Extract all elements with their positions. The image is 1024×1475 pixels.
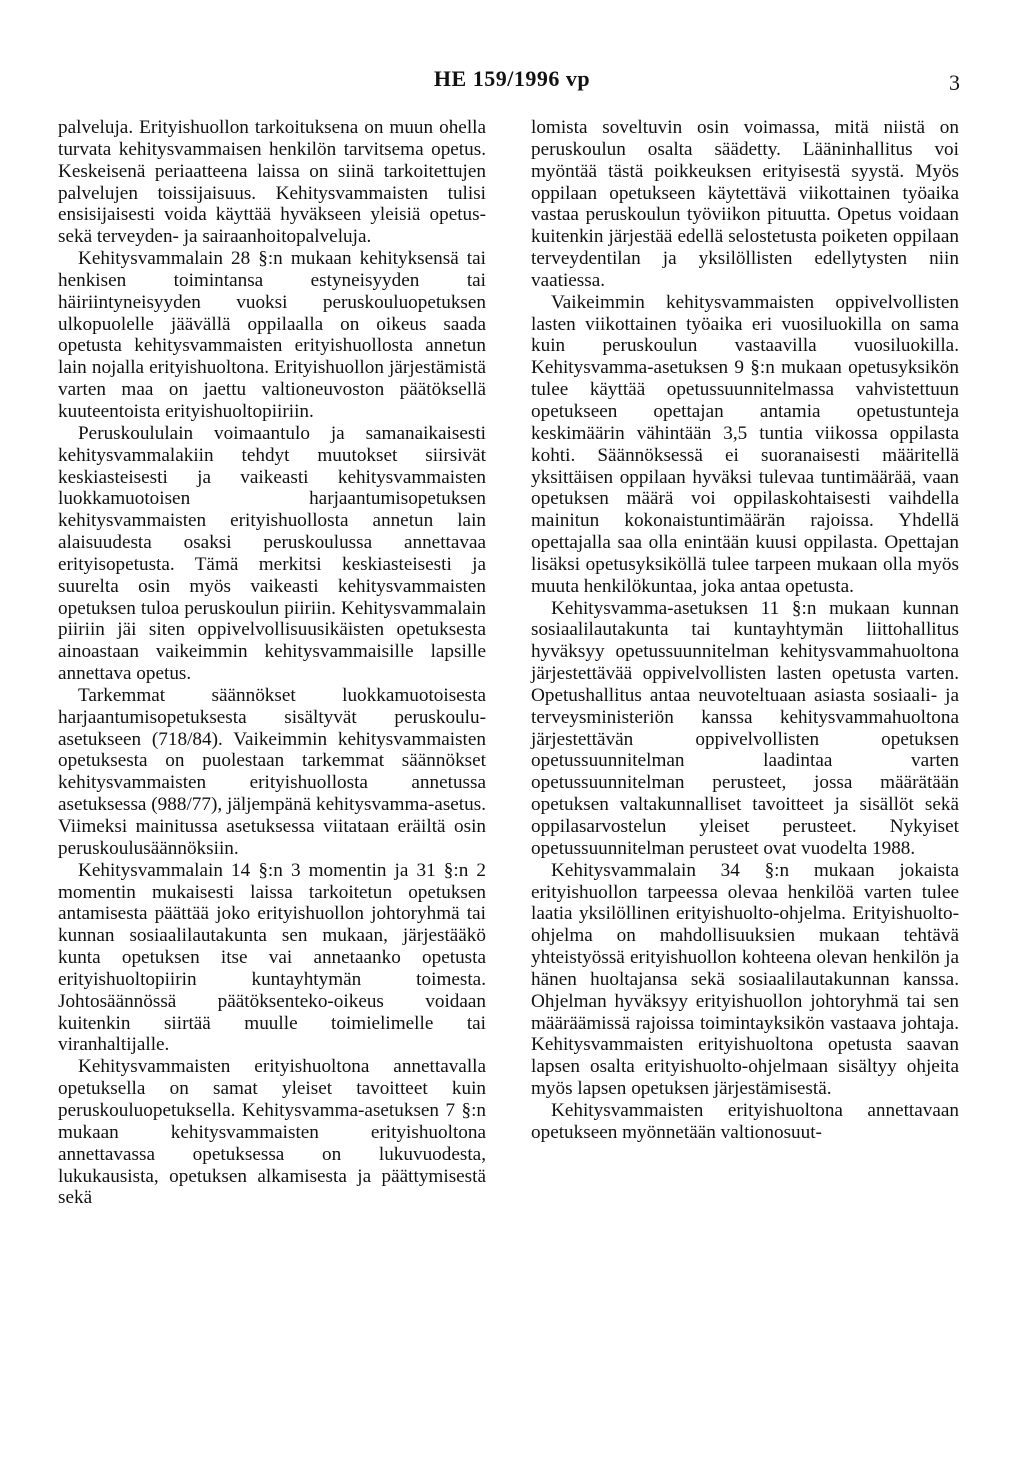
paragraph: lomista soveltuvin osin voimassa, mitä niistä on peruskoulun osalta säädetty. Lääninhallitus voi myöntää tästä poikkeuksen erityisestä syystä. Myös oppilaan opetukseen käytettävä viikottainen työaika vastaa peruskoulun työviikon pituutta. Opetus voidaan kuitenkin järjestää edellä selostetusta poiketen oppilaan terveydentilan ja yksilöllisten edellytysten niin vaatiessa. [531, 117, 959, 291]
body-text [58, 117, 972, 1457]
document-id: HE 159/1996 vp [433, 66, 591, 91]
paragraph: Kehitysvammalain 34 §:n mukaan jokaista erityishuollon tarpeessa olevaa henkilöä varten tulee laatia yksilöllinen erityishuolto-ohjelma. Erityishuolto-ohjelma on mahdollisuuksien mukaan tehtävä yhteistyössä erityishuollon kohteena olevan henkilön ja hänen huoltajansa sekä sosiaalilautakunnan kanssa. Ohjelman hyväksyy erityishuollon johtoryhmä tai sen määräämissä rajoissa toimintayksikön vastaava johtaja. Kehitysvammaisten erityishuoltona opetusta saavan lapsen osalta erityishuolto-ohjelmaan sisältyy ohjeita myös lapsen opetuksen järjestämisestä. [531, 859, 959, 1100]
left-column [58, 117, 486, 1209]
paragraph: palveluja. Erityishuollon tarkoituksena on muun ohella turvata kehitysvammaisen henkilön tarvitsema opetus. Keskeisenä periaatteena laissa on siinä tarkoitettujen palvelujen toissijaisuus. Kehitysvammaisten tulisi ensisijaisesti voida käyttää hyväkseen yleisiä opetus- sekä terveyden- ja sairaanhoitopalveluja. [58, 117, 486, 248]
page-number: 3 [949, 70, 960, 95]
paragraph: Kehitysvammalain 28 §:n mukaan kehityksensä tai henkisen toimintansa estyneisyyden tai häiriintyneisyyden vuoksi peruskouluopetuksen ulkopuolelle jäävällä oppilaalla on oikeus saada opetusta kehitysvammaisten erityishuollosta annetun lain nojalla erityishuoltona. Erityishuollon järjestämistä varten maa on jaettu valtioneuvoston päätöksellä kuuteentoista erityishuoltopiiriin. [58, 248, 486, 422]
paragraph: Kehitysvammalain 14 §:n 3 momentin ja 31 §:n 2 momentin mukaisesti laissa tarkoitetun opetuksen antamisesta päättää joko erityishuollon johtoryhmä tai kunnan sosiaalilautakunta sen mukaan, järjestääkö kunta opetuksen itse vai annetaanko opetusta erityishuoltopiirin kuntayhtymän toimesta. Johtosäännössä päätöksenteko-oikeus voidaan kuitenkin siirtää muulle toimielimelle tai viranhaltijalle. [58, 859, 486, 1056]
paragraph: Kehitysvamma-asetuksen 11 §:n mukaan kunnan sosiaalilautakunta tai kuntayhtymän liittohallitus hyväksyy opetussuunnitelman kehitysvammahuoltona järjestettävää oppivelvollisten lasten opetusta varten. Opetushallitus antaa neuvoteltuaan asiasta sosiaali- ja terveysministeriön kanssa kehitysvammahuoltona järjestettävän oppivelvollisten opetuksen opetussuunnitelman laadintaa varten opetussuunnitelman perusteet, jossa määrätään opetuksen valtakunnalliset tavoitteet ja sisällöt sekä oppilasarvostelun yleiset perusteet. Nykyiset opetussuunnitelman perusteet ovat vuodelta 1988. [531, 597, 959, 859]
paragraph: Kehitysvammaisten erityishuoltona annettavaan opetukseen myönnetään valtionosuut- [531, 1099, 959, 1143]
right-column [531, 117, 959, 1144]
page-header [0, 66, 1024, 98]
paragraph: Peruskoululain voimaantulo ja samanaikaisesti kehitysvammalakiin tehdyt muutokset siirsivät keskiasteisesti ja vaikeasti kehitysvammaisten luokkamuotoisen harjaantumisopetuksen kehitysvammaisten erityishuollosta annetun lain alaisuudesta osaksi peruskoulussa annettavaa erityisopetusta. Tämä merkitsi keskiasteisesti ja suurelta osin myös vaikeasti kehitysvammaisten opetuksen tuloa peruskoulun piiriin. Kehitysvammalain piiriin jäi siten oppivelvollisuusikäisten opetuksesta ainoastaan vaikeimmin kehitysvammaisille lapsille annettava opetus. [58, 422, 486, 685]
paragraph: Vaikeimmin kehitysvammaisten oppivelvollisten lasten viikottainen työaika eri vuosiluokilla on sama kuin peruskoulun vastaavilla vuosiluokilla. Kehitysvamma-asetuksen 9 §:n mukaan opetusyksikön tulee käyttää opetussuunnitelmassa vahvistettuun opetukseen opettajan antamia opetustunteja keskimäärin vähintään 3,5 tuntia viikossa oppilasta kohti. Säännöksessä ei suoranaisesti määritellä yksittäisen oppilaan hyväksi tulevaa tuntimäärää, vaan opetuksen määrä voi oppilaskohtaisesti vaihdella mainitun kokonaistuntimäärän rajoissa. Yhdellä opettajalla saa olla enintään kuusi oppilasta. Opettajan lisäksi opetusyksiköllä tulee tarpeen mukaan olla myös muuta henkilökuntaa, joka antaa opetusta. [531, 291, 959, 597]
paragraph: Kehitysvammaisten erityishuoltona annettavalla opetuksella on samat yleiset tavoitteet kuin peruskouluopetuksella. Kehitysvamma-asetuksen 7 §:n mukaan kehitysvammaisten erityishuoltona annettavassa opetuksessa on lukuvuodesta, lukukausista, opetuksen alkamisesta ja päättymisestä sekä [58, 1056, 486, 1209]
paragraph: Tarkemmat säännökset luokkamuotoisesta harjaantumisopetuksesta sisältyvät peruskoulu-asetukseen (718/84). Vaikeimmin kehitysvammaisten opetuksesta on puolestaan tarkemmat säännökset kehitysvammaisten erityishuollosta annetussa asetuksessa (988/77), jäljempänä kehitysvamma-asetus. Viimeksi mainitussa asetuksessa viitataan eräiltä osin peruskoulusäännöksiin. [58, 684, 486, 859]
